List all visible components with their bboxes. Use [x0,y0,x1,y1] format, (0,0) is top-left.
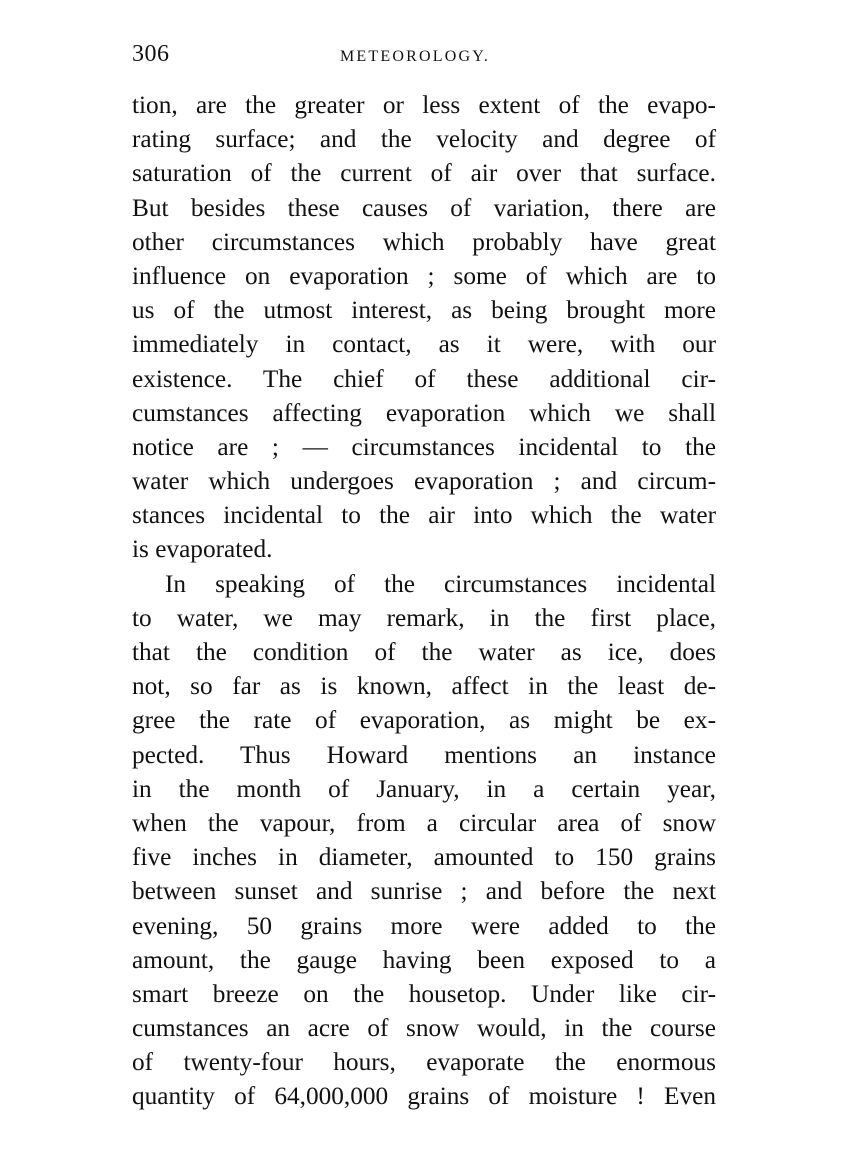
text-line: rating surface; and the velocity and degree of [132,125,716,154]
text-line: that the condition of the water as ice, does [132,638,716,666]
text-line: to water, we may remark, in the first place, [132,603,716,632]
text-line: cumstances affecting evaporation which we shall [132,398,716,427]
text-line: immediately in contact, as it were, with our [132,330,716,359]
text-line: influence on evaporation ; some of which are to [132,261,716,290]
page-header [132,40,716,80]
text-line: of twenty-four hours, evaporate the enormous [132,1048,716,1077]
text-line: in the month of January, in a certain year, [132,774,716,803]
text-line: gree the rate of evaporation, as might be ex- [132,706,716,735]
text-line: not, so far as is known, affect in the least de- [132,672,716,701]
running-head: METEOROLOGY. [340,48,491,65]
text-line: is evaporated. [132,535,273,564]
text-line: when the vapour, from a circular area of snow [132,808,716,837]
text-line: stances incidental to the air into which the water [132,501,716,530]
text-line: cumstances an acre of snow would, in the course [132,1014,716,1043]
body-text [132,88,716,1114]
text-line: existence. The chief of these additional cir- [132,364,716,393]
text-line: tion, are the greater or less extent of the evapo- [132,91,716,119]
text-line: water which undergoes evaporation ; and circum- [132,467,716,496]
page-number: 306 [132,41,170,67]
text-line: pected. Thus Howard mentions an instance [132,740,716,769]
text-line: amount, the gauge having been exposed to a [132,945,716,974]
text-line: saturation of the current of air over that surface. [132,159,716,188]
paragraph-1 [132,88,716,567]
text-line: five inches in diameter, amounted to 150 grains [132,843,716,872]
text-line: other circumstances which probably have great [132,227,716,256]
text-line: In speaking of the circumstances incidental [165,569,716,598]
text-line: us of the utmost interest, as being brought more [132,296,716,325]
book-page [132,40,716,1114]
paragraph-2 [132,567,716,1114]
text-line: But besides these causes of variation, there are [132,193,716,222]
text-line: between sunset and sunrise ; and before the next [132,877,716,906]
text-line: evening, 50 grains more were added to the [132,911,716,940]
text-line: notice are ; — circumstances incidental to the [132,432,716,461]
text-line: quantity of 64,000,000 grains of moisture ! Even [132,1082,716,1111]
text-line: smart breeze on the housetop. Under like cir- [132,979,716,1008]
